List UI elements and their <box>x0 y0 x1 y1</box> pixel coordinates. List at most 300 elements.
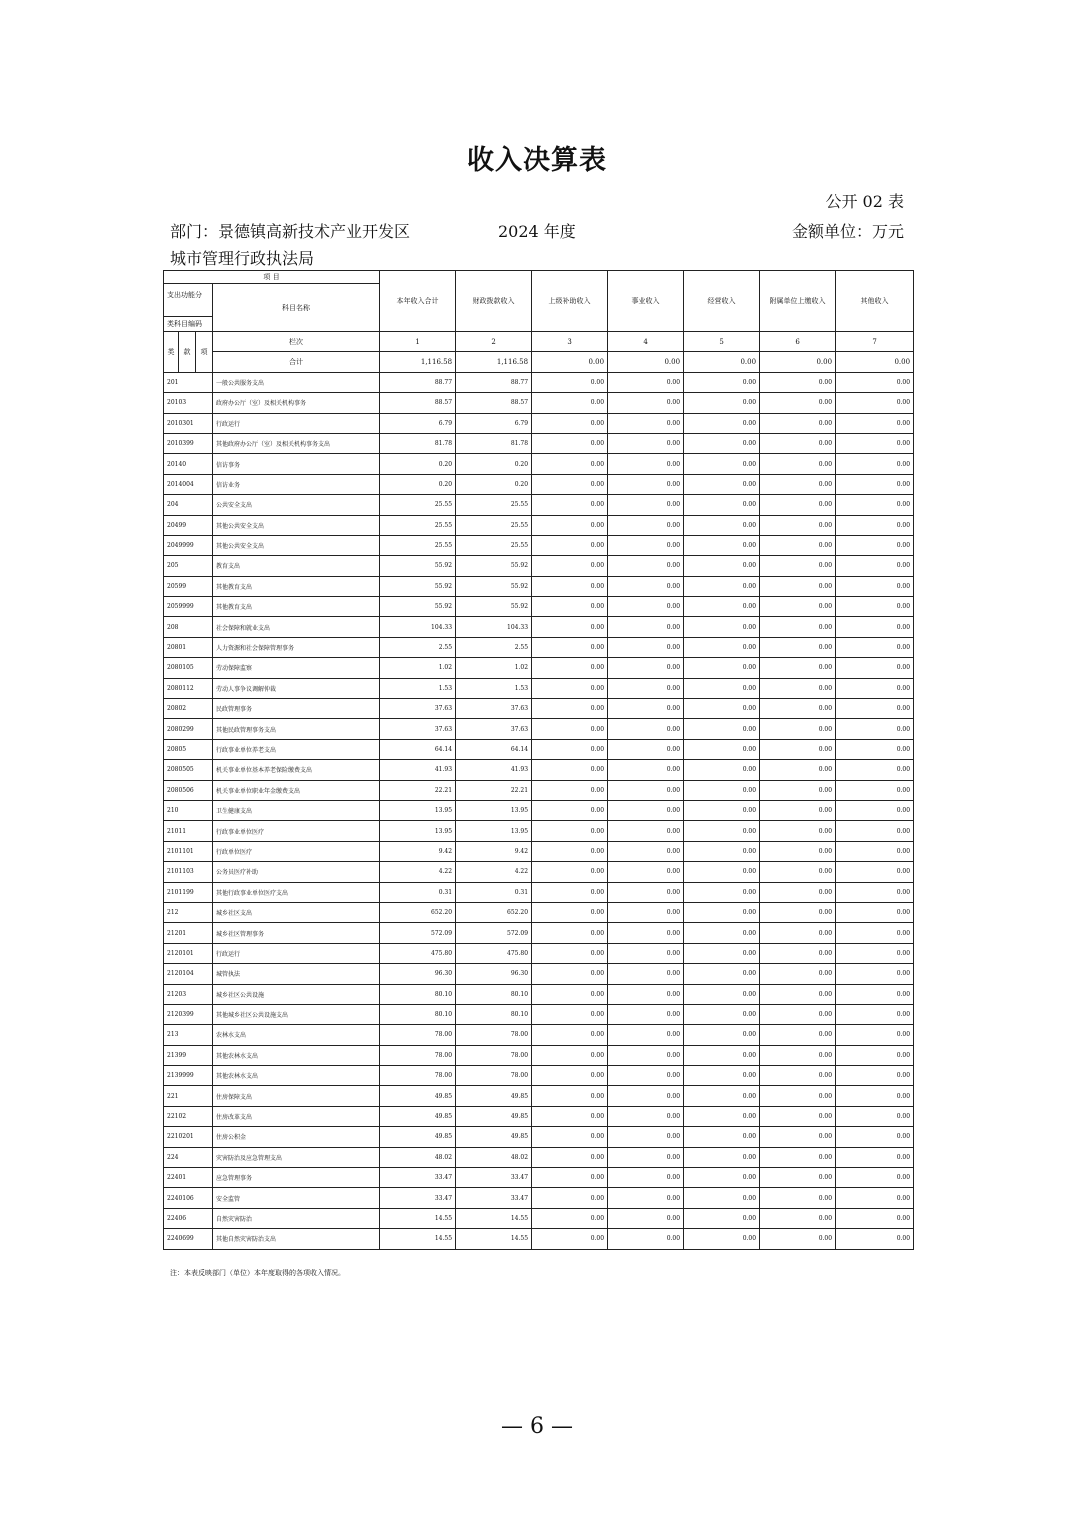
amount-cell: 0.00 <box>608 882 684 902</box>
amount-cell: 0.00 <box>684 597 760 617</box>
subject-name-cell: 其他城乡社区公共设施支出 <box>213 1004 380 1024</box>
amount-cell: 0.00 <box>684 393 760 413</box>
amount-cell: 88.77 <box>380 372 456 392</box>
amount-cell: 0.00 <box>684 1025 760 1045</box>
amount-cell: 0.00 <box>760 495 836 515</box>
amount-cell: 0.00 <box>684 1168 760 1188</box>
amount-cell: 0.00 <box>760 1066 836 1086</box>
amount-cell: 1.53 <box>380 678 456 698</box>
amount-cell: 0.00 <box>684 1208 760 1228</box>
table-note: 注：本表反映部门（单位）本年度取得的各项收入情况。 <box>170 1269 345 1277</box>
amount-cell: 0.00 <box>684 1127 760 1147</box>
amount-cell: 0.00 <box>532 1147 608 1167</box>
amount-cell: 64.14 <box>456 739 532 759</box>
amount-cell: 0.00 <box>760 454 836 474</box>
amount-cell: 0.00 <box>684 474 760 494</box>
subject-name-cell: 其他政府办公厅（室）及相关机构事务支出 <box>213 433 380 453</box>
amount-cell: 14.55 <box>456 1229 532 1249</box>
table-row <box>164 1127 914 1147</box>
amount-cell: 0.00 <box>532 862 608 882</box>
amount-cell: 78.00 <box>456 1066 532 1086</box>
func-code-cell: 21399 <box>164 1045 213 1065</box>
amount-cell: 80.10 <box>380 984 456 1004</box>
amount-cell: 0.00 <box>684 760 760 780</box>
col-number-4: 4 <box>608 332 684 352</box>
table-row <box>164 1106 914 1126</box>
amount-cell: 104.33 <box>456 617 532 637</box>
amount-cell: 0.00 <box>684 617 760 637</box>
amount-cell: 0.00 <box>608 658 684 678</box>
func-code-cell: 22406 <box>164 1208 213 1228</box>
amount-cell: 0.00 <box>684 515 760 535</box>
amount-cell: 0.00 <box>760 637 836 657</box>
amount-cell: 0.00 <box>836 393 914 413</box>
amount-cell: 0.00 <box>532 1168 608 1188</box>
amount-cell: 652.20 <box>380 902 456 922</box>
amount-cell: 0.00 <box>836 923 914 943</box>
amount-cell: 4.22 <box>380 862 456 882</box>
amount-cell: 0.00 <box>532 454 608 474</box>
amount-cell: 0.00 <box>760 556 836 576</box>
amount-cell: 572.09 <box>380 923 456 943</box>
subject-name-cell: 自然灾害防治 <box>213 1208 380 1228</box>
amount-cell: 55.92 <box>456 576 532 596</box>
amount-cell: 55.92 <box>456 556 532 576</box>
table-row <box>164 393 914 413</box>
subject-name-cell: 其他公共安全支出 <box>213 535 380 555</box>
amount-cell: 49.85 <box>456 1106 532 1126</box>
amount-cell: 48.02 <box>380 1147 456 1167</box>
amount-cell: 0.00 <box>608 1188 684 1208</box>
amount-cell: 0.00 <box>608 1229 684 1249</box>
subject-name-cell: 一般公共服务支出 <box>213 372 380 392</box>
amount-cell: 0.00 <box>836 1127 914 1147</box>
amount-cell: 0.00 <box>532 1086 608 1106</box>
amount-cell: 0.00 <box>532 433 608 453</box>
amount-cell: 0.00 <box>684 413 760 433</box>
amount-cell: 0.00 <box>760 1106 836 1126</box>
amount-cell: 0.00 <box>608 474 684 494</box>
table-row <box>164 923 914 943</box>
subject-name-cell: 住房公积金 <box>213 1127 380 1147</box>
total-value: 0.00 <box>532 352 608 372</box>
income-table <box>163 270 914 1250</box>
table-row <box>164 433 914 453</box>
subject-name-cell: 城管执法 <box>213 964 380 984</box>
amount-cell: 49.85 <box>380 1086 456 1106</box>
amount-cell: 0.00 <box>760 515 836 535</box>
amount-cell: 0.00 <box>760 984 836 1004</box>
amount-cell: 0.00 <box>760 699 836 719</box>
table-row <box>164 576 914 596</box>
subject-name-cell: 民政管理事务 <box>213 699 380 719</box>
amount-cell: 0.00 <box>608 1168 684 1188</box>
total-row <box>164 352 914 372</box>
table-row <box>164 617 914 637</box>
amount-cell: 0.00 <box>608 760 684 780</box>
amount-cell: 0.00 <box>532 984 608 1004</box>
header-row-lanci <box>164 332 914 352</box>
amount-cell: 25.55 <box>456 515 532 535</box>
amount-cell: 0.00 <box>532 964 608 984</box>
amount-cell: 0.20 <box>456 454 532 474</box>
amount-cell: 0.00 <box>684 739 760 759</box>
table-row <box>164 495 914 515</box>
subject-name-cell: 其他公共安全支出 <box>213 515 380 535</box>
func-code-cell: 21201 <box>164 923 213 943</box>
func-code-cell: 21011 <box>164 821 213 841</box>
table-row <box>164 515 914 535</box>
col-header-4: 事业收入 <box>608 271 684 332</box>
amount-cell: 0.00 <box>608 454 684 474</box>
subject-name-cell: 信访业务 <box>213 474 380 494</box>
col-header-5: 经营收入 <box>684 271 760 332</box>
amount-cell: 0.00 <box>608 821 684 841</box>
amount-cell: 0.00 <box>608 1127 684 1147</box>
table-row <box>164 984 914 1004</box>
amount-cell: 78.00 <box>456 1045 532 1065</box>
amount-cell: 0.00 <box>684 1066 760 1086</box>
amount-cell: 0.00 <box>532 393 608 413</box>
amount-cell: 0.00 <box>532 678 608 698</box>
table-row <box>164 943 914 963</box>
func-code-cell: 22401 <box>164 1168 213 1188</box>
amount-cell: 0.00 <box>532 780 608 800</box>
amount-cell: 0.00 <box>760 882 836 902</box>
amount-cell: 0.00 <box>532 902 608 922</box>
amount-cell: 0.31 <box>380 882 456 902</box>
amount-cell: 0.00 <box>684 556 760 576</box>
table-row <box>164 1086 914 1106</box>
func-code-cell: 20802 <box>164 699 213 719</box>
subject-name-cell: 城乡社区管理事务 <box>213 923 380 943</box>
table-row <box>164 556 914 576</box>
amount-cell: 0.00 <box>836 433 914 453</box>
amount-cell: 0.00 <box>608 515 684 535</box>
amount-cell: 88.57 <box>380 393 456 413</box>
col-header-3: 上级补助收入 <box>532 271 608 332</box>
col-header-6: 附属单位上缴收入 <box>760 271 836 332</box>
amount-cell: 0.00 <box>836 964 914 984</box>
amount-cell: 0.00 <box>532 1025 608 1045</box>
amount-cell: 0.00 <box>836 495 914 515</box>
amount-cell: 0.00 <box>608 576 684 596</box>
amount-cell: 0.00 <box>760 658 836 678</box>
amount-cell: 0.00 <box>532 637 608 657</box>
subject-name-cell: 农林水支出 <box>213 1025 380 1045</box>
subject-name-cell: 其他自然灾害防治支出 <box>213 1229 380 1249</box>
subject-name-cell: 政府办公厅（室）及相关机构事务 <box>213 393 380 413</box>
amount-cell: 0.00 <box>608 556 684 576</box>
amount-cell: 0.00 <box>760 943 836 963</box>
amount-cell: 0.00 <box>532 495 608 515</box>
amount-cell: 0.00 <box>684 678 760 698</box>
amount-cell: 0.20 <box>380 454 456 474</box>
amount-cell: 0.00 <box>836 1086 914 1106</box>
table-row <box>164 1004 914 1024</box>
amount-cell: 0.00 <box>836 699 914 719</box>
amount-cell: 25.55 <box>456 535 532 555</box>
amount-cell: 78.00 <box>380 1045 456 1065</box>
func-code-header-line2: 类科目编码 <box>164 317 213 332</box>
amount-cell: 64.14 <box>380 739 456 759</box>
amount-cell: 0.00 <box>684 800 760 820</box>
amount-cell: 0.00 <box>836 413 914 433</box>
amount-cell: 0.00 <box>608 393 684 413</box>
amount-cell: 0.00 <box>836 841 914 861</box>
amount-cell: 0.00 <box>836 1229 914 1249</box>
func-code-cell: 2059999 <box>164 597 213 617</box>
amount-cell: 33.47 <box>380 1188 456 1208</box>
amount-cell: 33.47 <box>456 1188 532 1208</box>
table-row <box>164 862 914 882</box>
amount-cell: 0.00 <box>760 1004 836 1024</box>
amount-cell: 2.55 <box>380 637 456 657</box>
amount-cell: 0.00 <box>836 1208 914 1228</box>
amount-cell: 80.10 <box>456 1004 532 1024</box>
amount-cell: 0.00 <box>684 719 760 739</box>
func-code-cell: 20599 <box>164 576 213 596</box>
amount-cell: 49.85 <box>380 1127 456 1147</box>
func-code-cell: 208 <box>164 617 213 637</box>
amount-cell: 0.00 <box>760 678 836 698</box>
func-code-cell: 201 <box>164 372 213 392</box>
amount-cell: 0.00 <box>836 372 914 392</box>
func-code-cell: 2101199 <box>164 882 213 902</box>
amount-cell: 104.33 <box>380 617 456 637</box>
amount-cell: 0.00 <box>836 902 914 922</box>
amount-cell: 0.00 <box>836 719 914 739</box>
amount-cell: 0.00 <box>836 1004 914 1024</box>
amount-cell: 0.00 <box>836 1106 914 1126</box>
total-value: 0.00 <box>684 352 760 372</box>
table-row <box>164 719 914 739</box>
amount-cell: 0.00 <box>760 1127 836 1147</box>
table-row <box>164 841 914 861</box>
amount-cell: 41.93 <box>456 760 532 780</box>
amount-cell: 0.00 <box>836 760 914 780</box>
amount-cell: 48.02 <box>456 1147 532 1167</box>
amount-cell: 0.00 <box>532 658 608 678</box>
amount-cell: 0.00 <box>532 617 608 637</box>
amount-cell: 0.00 <box>532 821 608 841</box>
amount-cell: 0.00 <box>532 515 608 535</box>
amount-cell: 0.00 <box>760 372 836 392</box>
total-value: 0.00 <box>608 352 684 372</box>
func-code-cell: 2080112 <box>164 678 213 698</box>
subject-name-cell: 其他行政事业单位医疗支出 <box>213 882 380 902</box>
amount-cell: 0.00 <box>836 556 914 576</box>
amount-cell: 0.00 <box>608 902 684 922</box>
amount-cell: 25.55 <box>380 495 456 515</box>
func-code-cell: 20140 <box>164 454 213 474</box>
amount-cell: 25.55 <box>456 495 532 515</box>
amount-cell: 22.21 <box>456 780 532 800</box>
total-value: 1,116.58 <box>456 352 532 372</box>
amount-cell: 0.00 <box>836 535 914 555</box>
amount-cell: 0.00 <box>532 535 608 555</box>
subject-name-cell: 其他农林水支出 <box>213 1066 380 1086</box>
amount-cell: 25.55 <box>380 535 456 555</box>
table-row <box>164 964 914 984</box>
table-row <box>164 760 914 780</box>
amount-cell: 0.00 <box>608 923 684 943</box>
table-row <box>164 678 914 698</box>
amount-cell: 0.00 <box>684 433 760 453</box>
amount-cell: 13.95 <box>380 800 456 820</box>
amount-cell: 0.00 <box>760 474 836 494</box>
amount-cell: 0.00 <box>760 902 836 922</box>
amount-cell: 0.00 <box>684 495 760 515</box>
func-code-cell: 2080506 <box>164 780 213 800</box>
subject-name-cell: 城乡社区公共设施 <box>213 984 380 1004</box>
amount-cell: 0.00 <box>684 658 760 678</box>
func-code-cell: 221 <box>164 1086 213 1106</box>
subject-name-cell: 应急管理事务 <box>213 1168 380 1188</box>
amount-cell: 0.00 <box>608 1045 684 1065</box>
amount-cell: 0.00 <box>684 1106 760 1126</box>
amount-cell: 0.00 <box>608 1066 684 1086</box>
project-header: 项 目 <box>164 271 380 284</box>
lei-header: 类 <box>164 332 179 373</box>
department-name: 部门：景德镇高新技术产业开发区 <box>170 222 411 241</box>
subject-name-cell: 教育支出 <box>213 556 380 576</box>
func-code-cell: 210 <box>164 800 213 820</box>
func-code-cell: 21203 <box>164 984 213 1004</box>
amount-cell: 0.00 <box>760 535 836 555</box>
amount-cell: 0.00 <box>532 739 608 759</box>
func-code-cell: 2010301 <box>164 413 213 433</box>
subject-name-cell: 行政事业单位养老支出 <box>213 739 380 759</box>
amount-cell: 0.00 <box>760 1147 836 1167</box>
func-code-cell: 2080105 <box>164 658 213 678</box>
func-code-header-line1: 支出功能分 <box>164 284 213 317</box>
table-row <box>164 454 914 474</box>
amount-cell: 0.00 <box>760 1025 836 1045</box>
amount-cell: 0.00 <box>532 372 608 392</box>
amount-cell: 0.00 <box>608 943 684 963</box>
amount-cell: 0.00 <box>608 372 684 392</box>
amount-cell: 0.00 <box>684 1147 760 1167</box>
func-code-cell: 2080299 <box>164 719 213 739</box>
amount-cell: 37.63 <box>456 699 532 719</box>
amount-cell: 0.00 <box>836 454 914 474</box>
amount-cell: 0.00 <box>684 882 760 902</box>
amount-cell: 0.00 <box>836 658 914 678</box>
amount-cell: 0.00 <box>608 780 684 800</box>
amount-cell: 49.85 <box>380 1106 456 1126</box>
func-code-cell: 20103 <box>164 393 213 413</box>
amount-cell: 0.00 <box>532 943 608 963</box>
col-number-3: 3 <box>532 332 608 352</box>
amount-cell: 0.00 <box>684 1229 760 1249</box>
subject-name-cell: 信访事务 <box>213 454 380 474</box>
amount-cell: 0.00 <box>532 760 608 780</box>
func-code-cell: 2014004 <box>164 474 213 494</box>
subject-name-cell: 住房保障支出 <box>213 1086 380 1106</box>
lanci-label: 栏次 <box>213 332 380 352</box>
amount-cell: 0.00 <box>532 1045 608 1065</box>
func-code-cell: 20805 <box>164 739 213 759</box>
amount-cell: 14.55 <box>380 1208 456 1228</box>
amount-cell: 0.00 <box>836 1168 914 1188</box>
col-header-2: 财政拨款收入 <box>456 271 532 332</box>
table-row <box>164 1168 914 1188</box>
amount-cell: 0.00 <box>608 739 684 759</box>
col-number-5: 5 <box>684 332 760 352</box>
amount-cell: 0.00 <box>836 800 914 820</box>
amount-cell: 0.00 <box>608 678 684 698</box>
table-row <box>164 535 914 555</box>
table-row <box>164 1066 914 1086</box>
amount-cell: 0.00 <box>532 597 608 617</box>
amount-cell: 0.00 <box>532 1066 608 1086</box>
subject-name-cell: 其他教育支出 <box>213 597 380 617</box>
amount-cell: 0.00 <box>608 862 684 882</box>
func-code-cell: 2210201 <box>164 1127 213 1147</box>
subject-name-cell: 行政运行 <box>213 413 380 433</box>
col-header-7: 其他收入 <box>836 271 914 332</box>
amount-cell: 0.00 <box>760 576 836 596</box>
amount-cell: 0.00 <box>760 964 836 984</box>
amount-cell: 81.78 <box>380 433 456 453</box>
amount-cell: 0.00 <box>684 964 760 984</box>
amount-cell: 0.00 <box>760 841 836 861</box>
table-row <box>164 658 914 678</box>
func-code-cell: 2240699 <box>164 1229 213 1249</box>
func-code-cell: 205 <box>164 556 213 576</box>
amount-cell: 0.00 <box>532 699 608 719</box>
department-name-continued: 城市管理行政执法局 <box>170 249 315 268</box>
amount-cell: 1.02 <box>456 658 532 678</box>
amount-cell: 0.00 <box>608 617 684 637</box>
amount-cell: 0.00 <box>760 413 836 433</box>
amount-cell: 4.22 <box>456 862 532 882</box>
amount-cell: 0.00 <box>532 576 608 596</box>
func-code-cell: 2101101 <box>164 841 213 861</box>
amount-cell: 0.00 <box>608 597 684 617</box>
col-number-2: 2 <box>456 332 532 352</box>
func-code-cell: 204 <box>164 495 213 515</box>
table-row <box>164 821 914 841</box>
amount-cell: 0.00 <box>608 841 684 861</box>
amount-cell: 0.00 <box>532 556 608 576</box>
amount-cell: 0.00 <box>684 535 760 555</box>
amount-cell: 0.00 <box>684 454 760 474</box>
subject-name-header: 科目名称 <box>213 284 380 332</box>
amount-cell: 0.00 <box>760 1229 836 1249</box>
amount-cell: 0.00 <box>760 1086 836 1106</box>
amount-cell: 0.00 <box>684 1188 760 1208</box>
amount-cell: 0.00 <box>836 1147 914 1167</box>
amount-cell: 572.09 <box>456 923 532 943</box>
amount-cell: 0.00 <box>836 780 914 800</box>
amount-cell: 0.00 <box>608 1208 684 1228</box>
col-header-1: 本年收入合计 <box>380 271 456 332</box>
amount-cell: 0.00 <box>836 515 914 535</box>
amount-cell: 0.00 <box>760 433 836 453</box>
amount-cell: 0.00 <box>532 474 608 494</box>
amount-cell: 0.00 <box>608 495 684 515</box>
amount-cell: 0.00 <box>608 719 684 739</box>
amount-cell: 0.00 <box>836 984 914 1004</box>
amount-cell: 0.00 <box>532 800 608 820</box>
func-code-cell: 2120399 <box>164 1004 213 1024</box>
table-row <box>164 1147 914 1167</box>
amount-cell: 0.00 <box>608 964 684 984</box>
amount-cell: 0.00 <box>684 841 760 861</box>
amount-cell: 0.00 <box>760 780 836 800</box>
